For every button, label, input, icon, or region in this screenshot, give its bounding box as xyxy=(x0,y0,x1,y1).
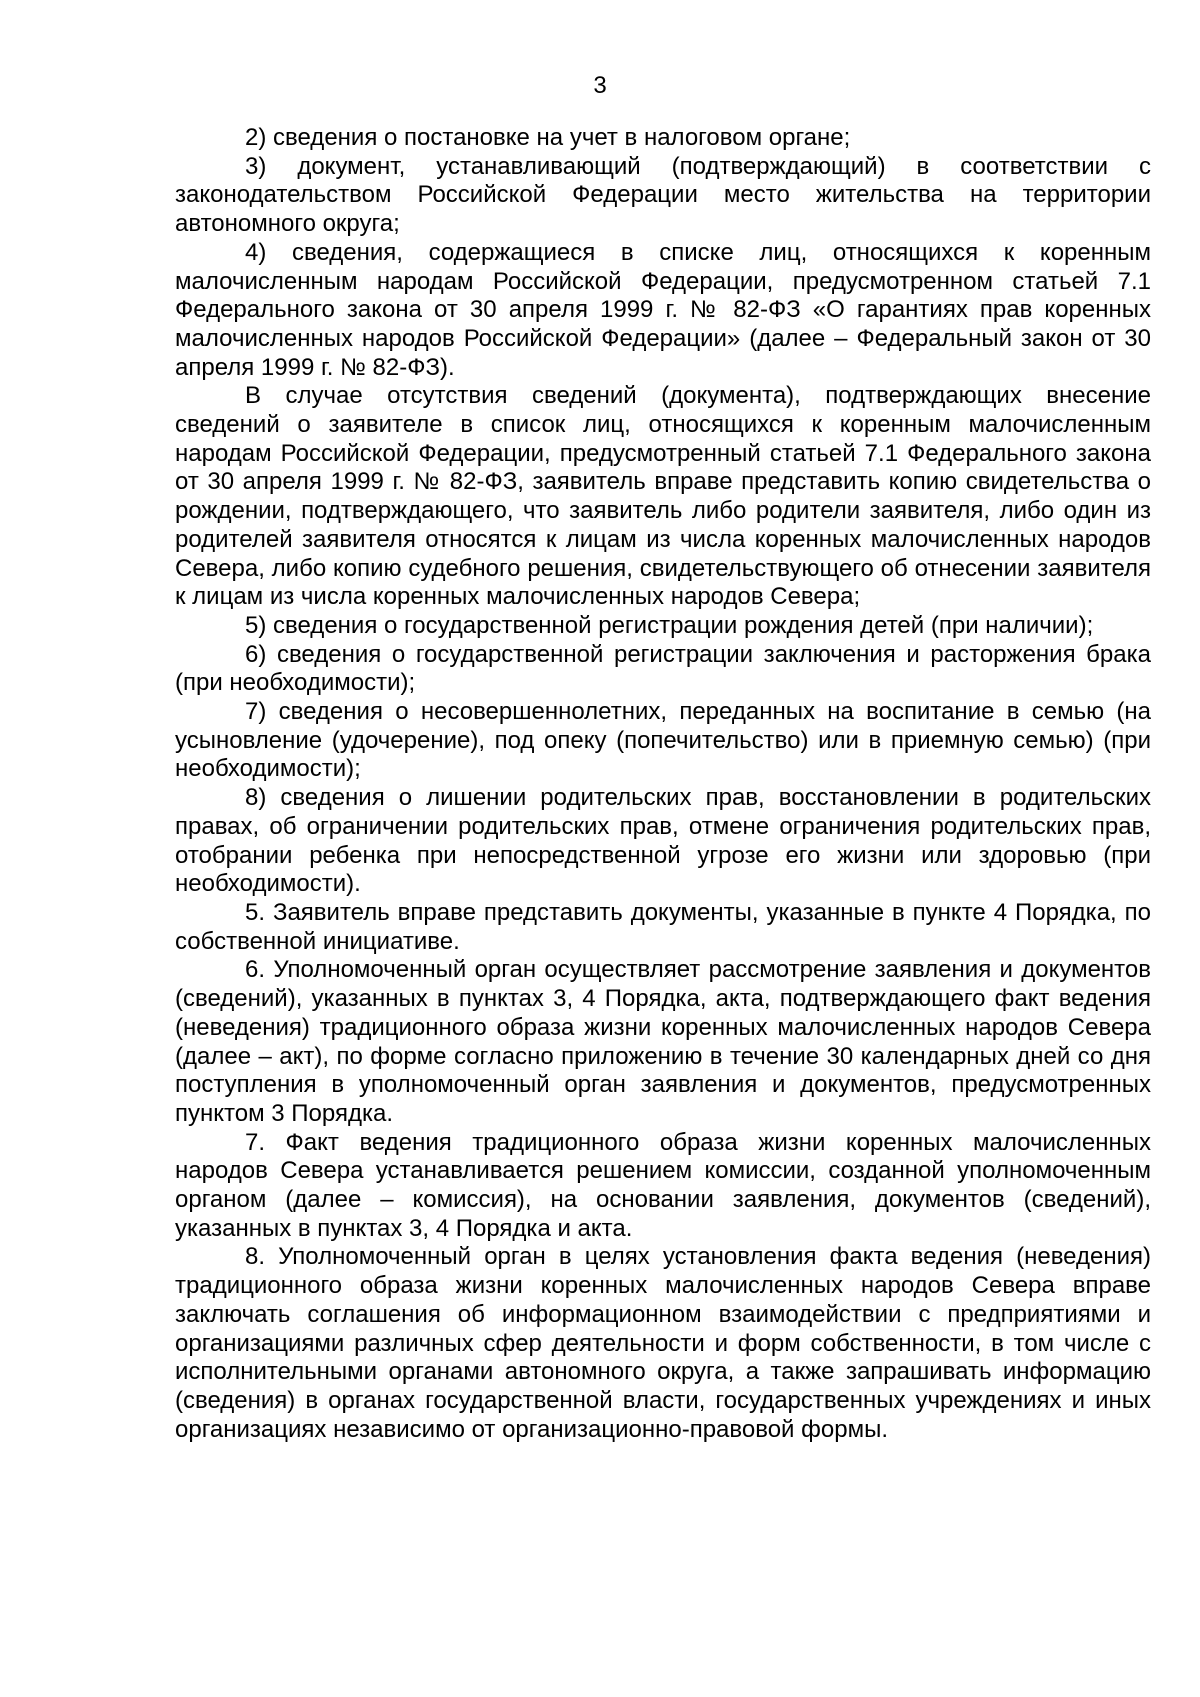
paragraph-item-6: 6) сведения о государственной регистрации заключения и расторжения брака (при необходимости); xyxy=(175,640,1151,697)
document-body xyxy=(175,124,1151,1444)
paragraph-clause-7: 7. Факт ведения традиционного образа жизни коренных малочисленных народов Севера устанавливается решением комиссии, созданной уполномоченным органом (далее – комиссия), на основании заявления, документов (сведений), указанных в пунктах 3, 4 Порядка и акта. xyxy=(175,1128,1151,1242)
paragraph-clause-6: 6. Уполномоченный орган осуществляет рассмотрение заявления и документов (сведений), указанных в пунктах 3, 4 Порядка, акта, подтверждающего факт ведения (неведения) традиционного образа жизни коренных малочисленных народов Севера (далее – акт), по форме согласно приложению в течение 30 календарных дней со дня поступления в уполномоченный орган заявления и документов, предусмотренных пунктом 3 Порядка. xyxy=(175,956,1151,1127)
paragraph-item-8: 8) сведения о лишении родительских прав, восстановлении в родительских правах, об ограничении родительских прав, отмене ограничения родительских прав, отобрании ребенка при непосредственной угрозе его жизни или здоровью (при необходимости). xyxy=(175,784,1151,898)
paragraph-clause-5: 5. Заявитель вправе представить документы, указанные в пункте 4 Порядка, по собственной инициативе. xyxy=(175,898,1151,955)
paragraph-item-7: 7) сведения о несовершеннолетних, переданных на воспитание в семью (на усыновление (удочерение), под опеку (попечительство) или в приемную семью) (при необходимости); xyxy=(175,698,1151,783)
page-number: 3 xyxy=(593,72,607,99)
paragraph-item-4: 4) сведения, содержащиеся в списке лиц, относящихся к коренным малочисленным народам Российской Федерации, предусмотренном статьей 7.1 Федерального закона от 30 апреля 1999 г. № 82-ФЗ «О гарантиях прав коренных малочисленных народов Российской Федерации» (далее – Федеральный закон от 30 апреля 1999 г. № 82-ФЗ). xyxy=(175,238,1151,381)
paragraph-missing-info: В случае отсутствия сведений (документа), подтверждающих внесение сведений о заявителе в список лиц, относящихся к коренным малочисленным народам Российской Федерации, предусмотренный статьей 7.1 Федерального закона от 30 апреля 1999 г. № 82-ФЗ, заявитель вправе представить копию свидетельства о рождении, подтверждающего, что заявитель либо родители заявителя, либо один из родителей заявителя относятся к лицам из числа коренных малочисленных народов Севера, либо копию судебного решения, свидетельствующего об отнесении заявителя к лицам из числа коренных малочисленных народов Севера; xyxy=(175,382,1151,611)
paragraph-item-3: 3) документ, устанавливающий (подтверждающий) в соответствии с законодательством Российской Федерации место жительства на территории автономного округа; xyxy=(175,152,1151,238)
paragraph-clause-8: 8. Уполномоченный орган в целях установления факта ведения (неведения) традиционного образа жизни коренных малочисленных народов Севера вправе заключать соглашения об информационном взаимодействии с предприятиями и организациями различных сфер деятельности и форм собственности, в том числе с исполнительными органами автономного округа, а также запрашивать информацию (сведения) в органах государственной власти, государственных учреждениях и иных организациях независимо от организационно-правовой формы. xyxy=(175,1243,1151,1443)
paragraph-item-2: 2) сведения о постановке на учет в налоговом органе; xyxy=(245,124,851,151)
paragraph-item-5: 5) сведения о государственной регистрации рождения детей (при наличии); xyxy=(245,611,1094,639)
